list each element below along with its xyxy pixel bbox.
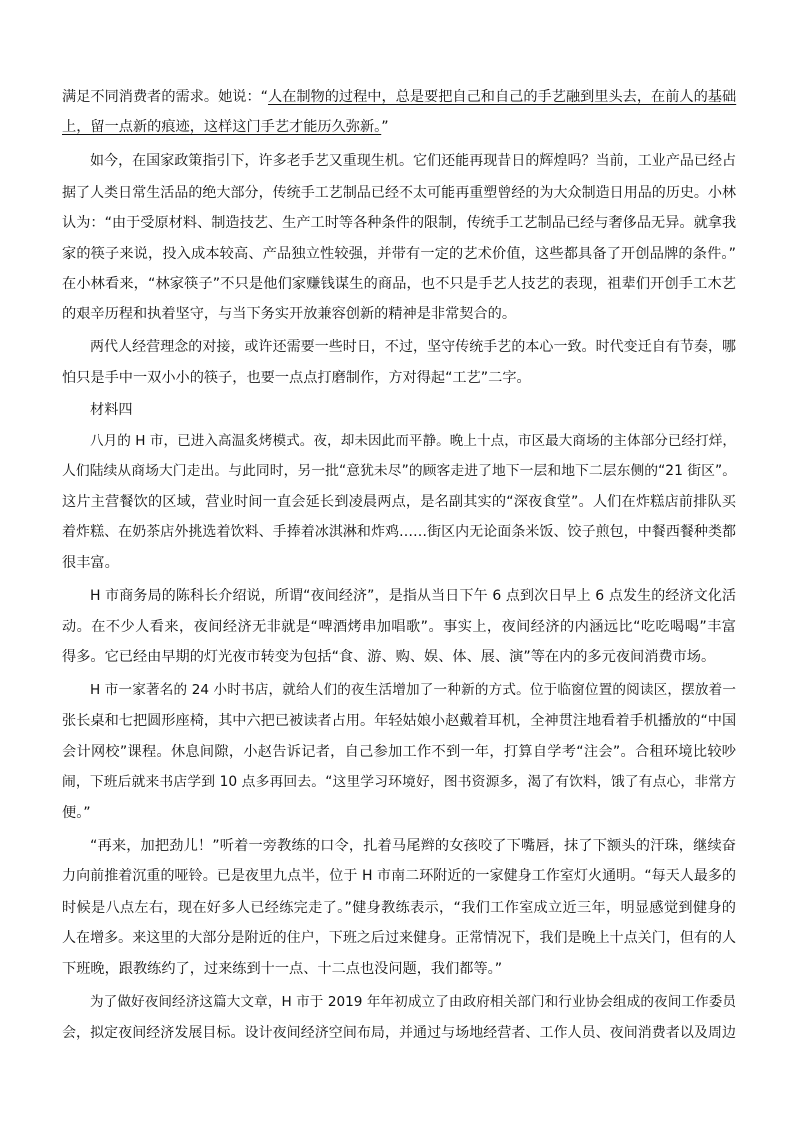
paragraph-line: 据了人类日常生活品的绝大部分，传统手工艺制品已经不太可能再重塑曾经的为大众制造日用品的历史。小林 [62, 185, 736, 201]
paragraph-line: “再来，加把劲儿！”听着一旁教练的口令，扎着马尾辫的女孩咬了下嘴唇，抹了下额头的汗珠，继续奋 [90, 838, 736, 854]
paragraph-line: 张长桌和七把圆形座椅，其中六把已被读者占用。年轻姑娘小赵戴着耳机，全神贯注地看着手机播放的“中国 [62, 713, 737, 729]
paragraph-line: 认为：“由于受原材料、制造技艺、生产工时等各种条件的限制，传统手工艺制品已经与奢侈品无异。就拿我 [62, 215, 737, 231]
text-line [62, 117, 736, 137]
text-line [62, 87, 736, 107]
paragraph-line: 得多。它已经由早期的灯光夜市转变为包括“食、游、购、娱、体、展、演”等在内的多元夜间消费市场。 [62, 649, 716, 665]
paragraph-line: 会，拟定夜间经济发展目标。设计夜间经济空间布局，并通过与场地经营者、工作人员、夜间消费者以及周边 [62, 1025, 736, 1041]
text-segment: 满足不同消费者的需求。她说：“ [62, 89, 268, 105]
paragraph-line: 如今，在国家政策指引下，许多老手艺又重现生机。它们还能再现昔日的辉煌吗？当前，工业产品已经占 [90, 153, 736, 169]
paragraph-line: 怕只是手中一双小小的筷子，也要一点点打磨制作，方对得起“工艺”二字。 [62, 370, 531, 386]
paragraph-line: H 市商务局的陈科长介绍说，所谓“夜间经济”，是指从当日下午 6 点到次日早上 6 点发生的经济文化活 [90, 588, 736, 604]
paragraph-line: 为了做好夜间经济这篇大文章，H 市于 2019 年年初成立了由政府相关部门和行业协会组成的夜间工作委员 [90, 994, 736, 1010]
paragraph-line: 在小林看来，“林家筷子”不只是他们家赚钱谋生的商品，也不只是手艺人技艺的表现，祖辈们开创手工木艺 [62, 276, 736, 292]
paragraph-line: 很丰富。 [62, 555, 119, 571]
paragraph-line: 两代人经营理念的对接，或许还需要一些时日，不过，坚守传统手艺的本心一致。时代变迁自有节奏，哪 [90, 339, 736, 355]
paragraph-line: 时候是八点左右，现在好多人已经练完走了。”健身教练表示，“我们工作室成立近三年，明显感觉到健身的 [62, 900, 736, 916]
paragraph-line: 人在增多。来这里的大部分是附近的住户，下班之后过来健身。正常情况下，我们是晚上十点关门，但有的人 [62, 930, 736, 946]
paragraph-line: 着炸糕、在奶茶店外挑选着饮料、手捧着冰淇淋和炸鸡……街区内无论面条米饭、饺子煎包，中餐西餐种类都 [62, 524, 736, 540]
paragraph-line: 人们陆续从商场大门走出。与此同时，另一批“意犹未尽”的顾客走进了地下一层和地下二层东侧的“21 街区”。 [62, 463, 736, 479]
paragraph-line: 八月的 H 市，已进入高温炙烤模式。夜，却未因此而平静。晚上十点，市区最大商场的主体部分已经打烊， [90, 433, 736, 449]
paragraph-line: 便。” [62, 805, 91, 821]
section-heading: 材料四 [90, 402, 133, 418]
paragraph-line: 下班晚，跟教练约了，过来练到十一点、十二点也没问题，我们都等。” [62, 961, 503, 977]
paragraph-line: H 市一家著名的 24 小时书店，就给人们的夜生活增加了一种新的方式。位于临窗位置的阅读区，摆放着一 [90, 682, 736, 698]
paragraph-line: 动。在不少人看来，夜间经济无非就是“啤酒烤串加唱歌”。事实上，夜间经济的内涵远比“吃吃喝喝”丰富 [62, 619, 736, 635]
paragraph-line: 力向前推着沉重的哑铃。已是夜里九点半，位于 H 市南二环附近的一家健身工作室灯火通明。“每天人最多的 [62, 868, 736, 884]
paragraph-line: 这片主营餐饮的区域，营业时间一直会延长到凌晨两点，是名副其实的“深夜食堂”。人们在炸糕店前排队买 [62, 494, 736, 510]
text-segment: ” [381, 119, 389, 135]
underlined-quote: 上，留一点新的痕迹，这样这门手艺才能历久弥新。 [62, 119, 382, 135]
underlined-quote: 人在制物的过程中，总是要把自己和自己的手艺融到里头去，在前人的基础 [267, 89, 737, 105]
paragraph-line: 会计网校”课程。休息间隙，小赵告诉记者，自己参加工作不到一年，打算自学考“注会”。合租环境比较吵 [62, 744, 736, 760]
paragraph-line: 闹，下班后就来书店学到 10 点多再回去。“这里学习环境好，图书资源多，渴了有饮料，饿了有点心，非常方 [62, 774, 736, 790]
paragraph-line: 家的筷子来说，投入成本较高、产品独立性较强，并带有一定的艺术价值，这些都具备了开创品牌的条件。” [62, 246, 736, 262]
paragraph-line: 的艰辛历程和执着坚守，与当下务实开放兼容创新的精神是非常契合的。 [62, 306, 517, 322]
